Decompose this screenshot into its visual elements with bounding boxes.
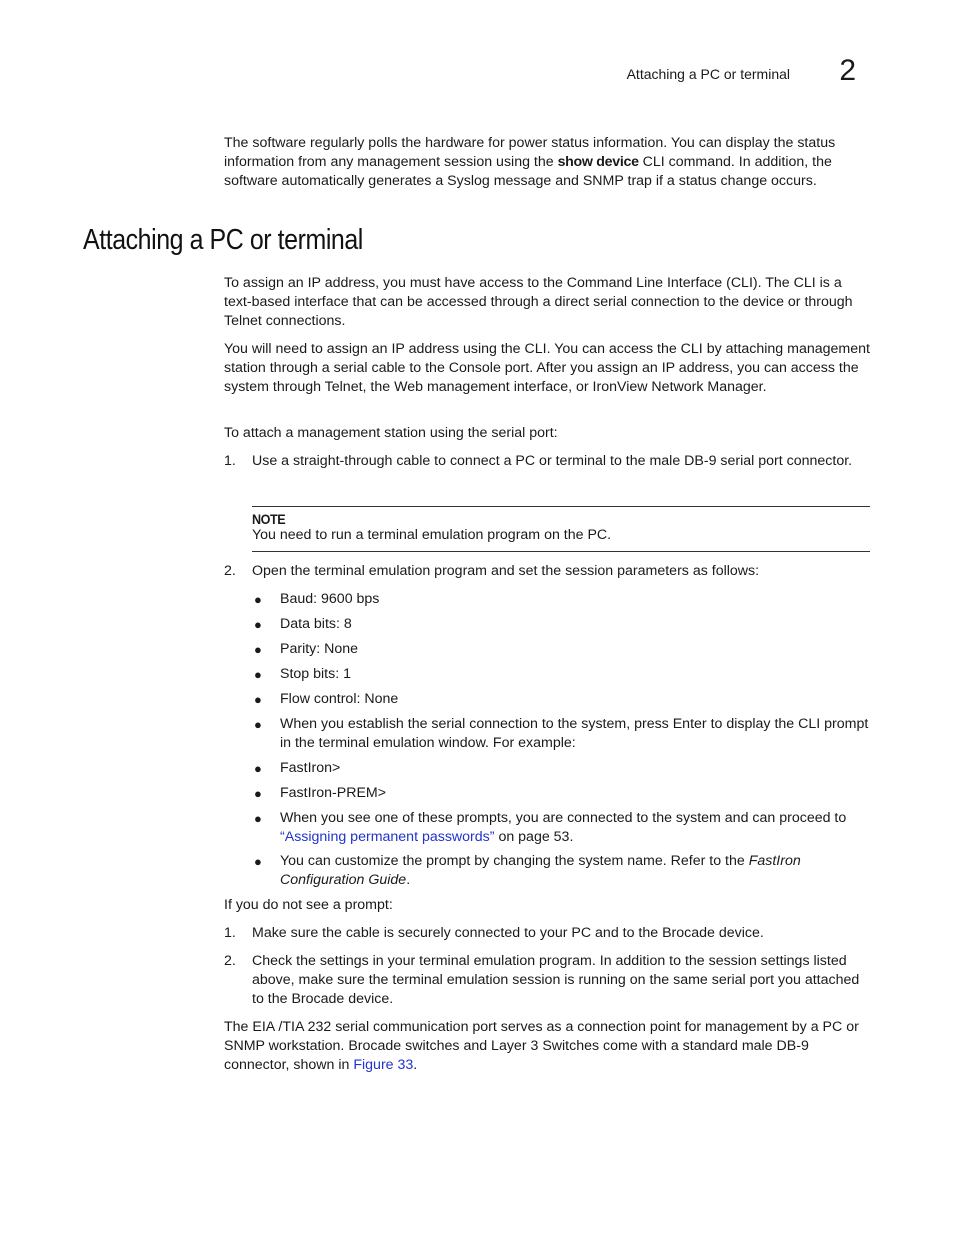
bullet-parity (252, 640, 870, 659)
bullet-prompt-fastiron (252, 759, 870, 778)
bullet-icon: ● (254, 717, 262, 732)
running-header-title: Attaching a PC or terminal (626, 66, 790, 82)
step-1 (224, 452, 870, 471)
bullet-baud (252, 590, 870, 609)
paragraph-no-prompt: If you do not see a prompt: (224, 897, 393, 913)
intro-text-end: CLI command. In addition, the software automatically generates a Syslog message and SNMP trap if a status change occurs. (224, 154, 832, 189)
step-number: 1. (224, 925, 236, 941)
bullet-text: Data bits: 8 (280, 616, 352, 632)
bullet-icon: ● (254, 692, 262, 707)
note-label: NOTE (252, 511, 286, 527)
guide-title: FastIron Configuration Guide (280, 853, 801, 888)
step-number: 2. (224, 953, 236, 969)
paragraph-serial-port (224, 1018, 870, 1075)
paragraph-text-start: The EIA /TIA 232 serial communication port serves as a connection point for management by a PC or SNMP workstation. Brocade switches and Layer 3 Switches come with a standard male DB-9 connector, shown in (224, 1019, 859, 1073)
bullet-text-start: You can customize the prompt by changing the system name. Refer to the (280, 853, 749, 869)
bullet-text: Flow control: None (280, 691, 399, 707)
bullet-icon: ● (254, 786, 262, 801)
intro-paragraph (224, 134, 870, 191)
bullet-text: FastIron> (280, 760, 341, 776)
running-header (560, 54, 860, 92)
bullet-text: Parity: None (280, 641, 359, 657)
bullet-customize-prompt (252, 852, 870, 890)
bullet-see-prompts (252, 809, 870, 847)
bullet-establish-connection (252, 715, 870, 753)
paragraph-cli-access: To assign an IP address, you must have access to the Command Line Interface (CLI). The CLI is a text-based interface that can be accessed through a direct serial connection to the device or through Telnet connections. (224, 275, 853, 329)
cli-command: show device (557, 154, 639, 170)
paragraph-assign-ip: You will need to assign an IP address using the CLI. You can access the CLI by attaching management station through a serial cable to the Console port. After you assign an IP address, you can access the system through Telnet, the Web management interface, or IronView Network Manager. (224, 341, 870, 395)
step-text: Make sure the cable is securely connected to your PC and to the Brocade device. (252, 925, 764, 941)
bullet-text (280, 852, 870, 890)
step-number: 2. (224, 563, 236, 579)
bullet-icon: ● (254, 667, 262, 682)
bullet-prompt-fastiron-prem (252, 784, 870, 803)
paragraph-attach-intro: To attach a management station using the serial port: (224, 425, 558, 441)
paragraph-text-end: . (413, 1057, 418, 1073)
bullet-text: When you establish the serial connection to the system, press Enter to display the CLI prompt in the terminal emulation window. For example: (280, 716, 869, 751)
step-text: Check the settings in your terminal emulation program. In addition to the session settings listed above, make sure the terminal emulation session is running on the same serial port you attached to the Brocade device. (252, 953, 860, 1007)
chapter-number: 2 (839, 54, 856, 87)
bullet-stop-bits (252, 665, 870, 684)
step-text: Open the terminal emulation program and set the session parameters as follows: (252, 563, 760, 579)
bullet-icon: ● (254, 642, 262, 657)
step-2 (224, 562, 870, 581)
note-box (252, 506, 870, 552)
step-number: 1. (224, 453, 236, 469)
bullet-text-end: . (406, 872, 411, 888)
note-text: You need to run a terminal emulation program on the PC. (252, 527, 612, 543)
troubleshoot-step-2 (224, 952, 870, 1009)
bullet-icon: ● (254, 811, 262, 826)
bullet-icon: ● (254, 761, 262, 776)
step-text: Use a straight-through cable to connect a PC or terminal to the male DB-9 serial port connector. (252, 453, 853, 469)
bullet-data-bits (252, 615, 870, 634)
bullet-icon: ● (254, 592, 262, 607)
bullet-text: Stop bits: 1 (280, 666, 351, 682)
bullet-text-end: on page 53. (494, 829, 574, 845)
troubleshoot-step-1 (224, 924, 870, 943)
bullet-flow-control (252, 690, 870, 709)
figure-33-link[interactable]: Figure 33 (353, 1057, 414, 1073)
section-heading: Attaching a PC or terminal (83, 224, 363, 256)
assigning-passwords-link[interactable]: “Assigning permanent passwords” (280, 829, 495, 845)
bullet-text (280, 809, 870, 847)
bullet-text: FastIron-PREM> (280, 785, 387, 801)
bullet-icon: ● (254, 854, 262, 869)
intro-text-start: The software regularly polls the hardware for power status information. You can display the status information from any management session using the (224, 135, 836, 170)
bullet-text-start: When you see one of these prompts, you are connected to the system and can proceed to (280, 810, 847, 826)
bullet-text: Baud: 9600 bps (280, 591, 380, 607)
bullet-icon: ● (254, 617, 262, 632)
